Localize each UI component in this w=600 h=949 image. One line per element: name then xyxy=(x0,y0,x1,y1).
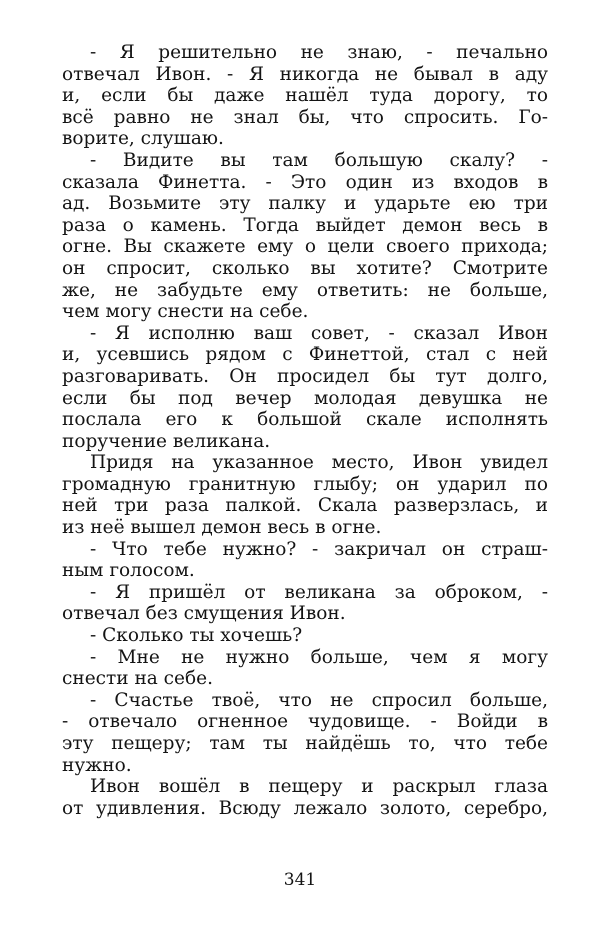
text-line: - Я исполню ваш совет, - сказал Ивон xyxy=(90,322,548,344)
text-line: нужно. xyxy=(62,754,132,776)
text-line: он спросит, сколько вы хотите? Смотрите xyxy=(62,257,548,279)
page-text xyxy=(62,42,548,819)
text-line: снести на себе. xyxy=(62,668,213,690)
text-line: же, не забудьте ему ответить: не больше, xyxy=(62,279,548,301)
text-line: всё равно не знал бы, что спросить. Го- xyxy=(62,106,548,128)
text-line: - Сколько ты хочешь? xyxy=(90,625,303,647)
text-line: если бы под вечер молодая девушка не xyxy=(62,387,548,409)
text-line: - Счастье твоё, что не спросил больше, xyxy=(90,689,548,711)
text-line: - Я решительно не знаю, - печально xyxy=(90,42,548,63)
page-number: 341 xyxy=(283,870,317,890)
text-line: послала его к большой скале исполнять xyxy=(62,409,548,431)
text-line: поручение великана. xyxy=(62,430,271,452)
text-line: ней три раза палкой. Скала разверзлась, и xyxy=(62,495,548,517)
text-line: - отвечало огненное чудовище. - Войди в xyxy=(62,711,548,733)
text-line: эту пещеру; там ты найдёшь то, что тебе xyxy=(62,733,548,754)
text-line: чем могу снести на себе. xyxy=(62,301,309,323)
text-line: огне. Вы скажете ему о цели своего прихода; xyxy=(62,236,548,258)
text-line: ад. Возьмите эту палку и ударьте ею три xyxy=(62,193,548,215)
text-line: громадную гранитную глыбу; он ударил по xyxy=(62,473,548,495)
text-line: раза о камень. Тогда выйдет демон весь в xyxy=(62,214,548,236)
text-line: ным голосом. xyxy=(62,560,195,582)
text-line: отвечал без смущения Ивон. xyxy=(62,603,346,625)
text-line: Придя на указанное место, Ивон увидел xyxy=(90,452,548,474)
text-line: ворите, слушаю. xyxy=(62,128,224,150)
text-line: и, усевшись рядом с Финеттой, стал с ней xyxy=(62,344,548,366)
text-line: Ивон вошёл в пещеру и раскрыл глаза xyxy=(90,776,548,798)
text-line: из неё вышел демон весь в огне. xyxy=(62,517,382,539)
text-line: разговаривать. Он просидел бы тут долго, xyxy=(62,365,548,387)
text-line: - Что тебе нужно? - закричал он страш- xyxy=(90,538,548,560)
text-line: от удивления. Всюду лежало золото, серебро, xyxy=(62,797,548,819)
text-line: сказала Финетта. - Это один из входов в xyxy=(62,171,548,193)
text-line: отвечал Ивон. - Я никогда не бывал в аду xyxy=(62,63,548,85)
text-line: - Я пришёл от великана за оброком, - xyxy=(90,581,548,603)
text-line: - Видите вы там большую скалу? - xyxy=(90,149,548,171)
text-line: - Мне не нужно больше, чем я могу xyxy=(90,646,548,668)
text-line: и, если бы даже нашёл туда дорогу, то xyxy=(62,85,548,107)
